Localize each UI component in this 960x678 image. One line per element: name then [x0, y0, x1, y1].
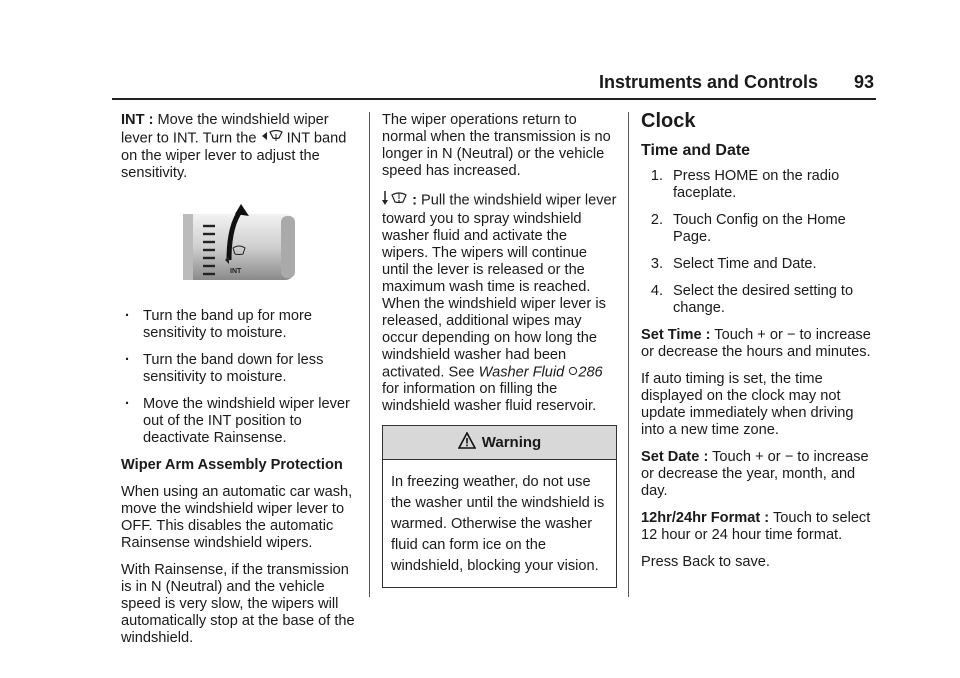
step-number: 2. [650, 212, 663, 228]
set-time-text: Touch + or − to increase or decrease the hours and minutes. [641, 327, 871, 360]
column-divider [369, 112, 370, 597]
column-right [641, 112, 881, 581]
list-item: . Turn the band up for more sensitivity to moisture. [121, 308, 363, 342]
wiper-normal-paragraph: The wiper operations return to normal when the transmission is no longer in N (Neutral) or the vehicle speed has increased. [382, 112, 611, 179]
list-item [641, 212, 881, 246]
column-divider [628, 112, 629, 597]
list-item [641, 256, 881, 273]
format-text: Touch to select 12 hour or 24 hour time format. [641, 510, 871, 543]
step-text: Select the desired setting to change. [673, 283, 854, 316]
time-date-heading: Time and Date [641, 142, 751, 159]
set-time-label: Set Time : [641, 327, 711, 343]
figure-int-label: INT [230, 268, 242, 275]
step-text: Select Time and Date. [673, 256, 817, 272]
page-header [599, 72, 874, 92]
washer-tail: for information on filling the windshield washer fluid reservoir. [382, 381, 597, 415]
list-item [641, 168, 881, 202]
washer-text: Pull the windshield wiper lever toward you to spray windshield washer fluid and activate the wipers. The wipers will continue until the lever is released or the maximum wash time is reached. When the windshield wiper lever is released, additional wipes may occur depending on how long the windshield washer had been activated. See [382, 192, 617, 381]
step-number: 3. [650, 256, 663, 272]
page-number: 93 [853, 72, 874, 92]
time-date-steps [641, 168, 881, 317]
washer-spray-icon [382, 190, 408, 211]
column-middle [382, 112, 617, 598]
sensitivity-list [121, 308, 363, 447]
washer-fluid-link[interactable]: Washer Fluid [478, 364, 565, 381]
clock-heading: Clock [641, 110, 696, 132]
washer-page-ref[interactable]: 286 [578, 364, 603, 381]
warning-body: In freezing weather, do not use the washer until the windshield is warmed. Otherwise the washer fluid can form ice on the windshield, blocking your vision. [391, 474, 605, 575]
int-paragraph [121, 112, 363, 182]
page-reference-icon [568, 364, 578, 381]
format-label: 12hr/24hr Format : [641, 510, 770, 526]
int-sensitivity-icon [261, 129, 283, 148]
format-paragraph [641, 510, 881, 544]
list-item [641, 283, 881, 317]
section-title: Instruments and Controls [598, 72, 818, 92]
list-item: . Move the windshield wiper lever out of the INT position to deactivate Rainsense. [121, 396, 363, 447]
step-text: Touch Config on the Home Page. [673, 212, 846, 245]
header-rule [112, 98, 876, 100]
column-left [121, 112, 363, 657]
washer-paragraph [382, 190, 617, 415]
warning-title: Warning [481, 434, 542, 452]
save-paragraph: Press Back to save. [641, 554, 770, 570]
wiper-lever-figure [183, 204, 295, 290]
set-time-paragraph [641, 327, 881, 361]
warning-header [383, 426, 616, 460]
warning-box [382, 425, 617, 588]
set-date-label: Set Date : [641, 449, 709, 465]
wiper-protection-heading [121, 457, 363, 474]
auto-timing-paragraph: If auto timing is set, the time displayed on the clock may not update immediately when driving into a new time zone. [641, 371, 854, 438]
car-wash-paragraph: When using an automatic car wash, move the windshield wiper lever to OFF. This disables the automatic Rainsense windshield wipers. [121, 484, 353, 551]
warning-icon [458, 432, 476, 453]
int-label: INT : [121, 112, 154, 128]
rainsense-paragraph: With Rainsense, if the transmission is in N (Neutral) and the vehicle speed is very slow, the wipers will automatically stop at the base of the windshield. [121, 562, 355, 646]
step-number: 1. [650, 168, 663, 184]
int-text-b: INT band on the wiper lever to adjust the sensitivity. [121, 130, 347, 181]
step-text: Press HOME on the radio faceplate. [673, 168, 840, 201]
step-number: 4. [650, 283, 663, 299]
set-date-paragraph [641, 449, 881, 500]
washer-label: : [412, 192, 417, 209]
subheading-text: Wiper Arm Assembly Protection [121, 457, 343, 473]
list-item: . Turn the band down for less sensitivity to moisture. [121, 352, 363, 386]
set-date-text: Touch + or − to increase or decrease the year, month, and day. [641, 449, 869, 499]
int-text-a: Move the windshield wiper lever to INT. Turn the [121, 112, 329, 147]
